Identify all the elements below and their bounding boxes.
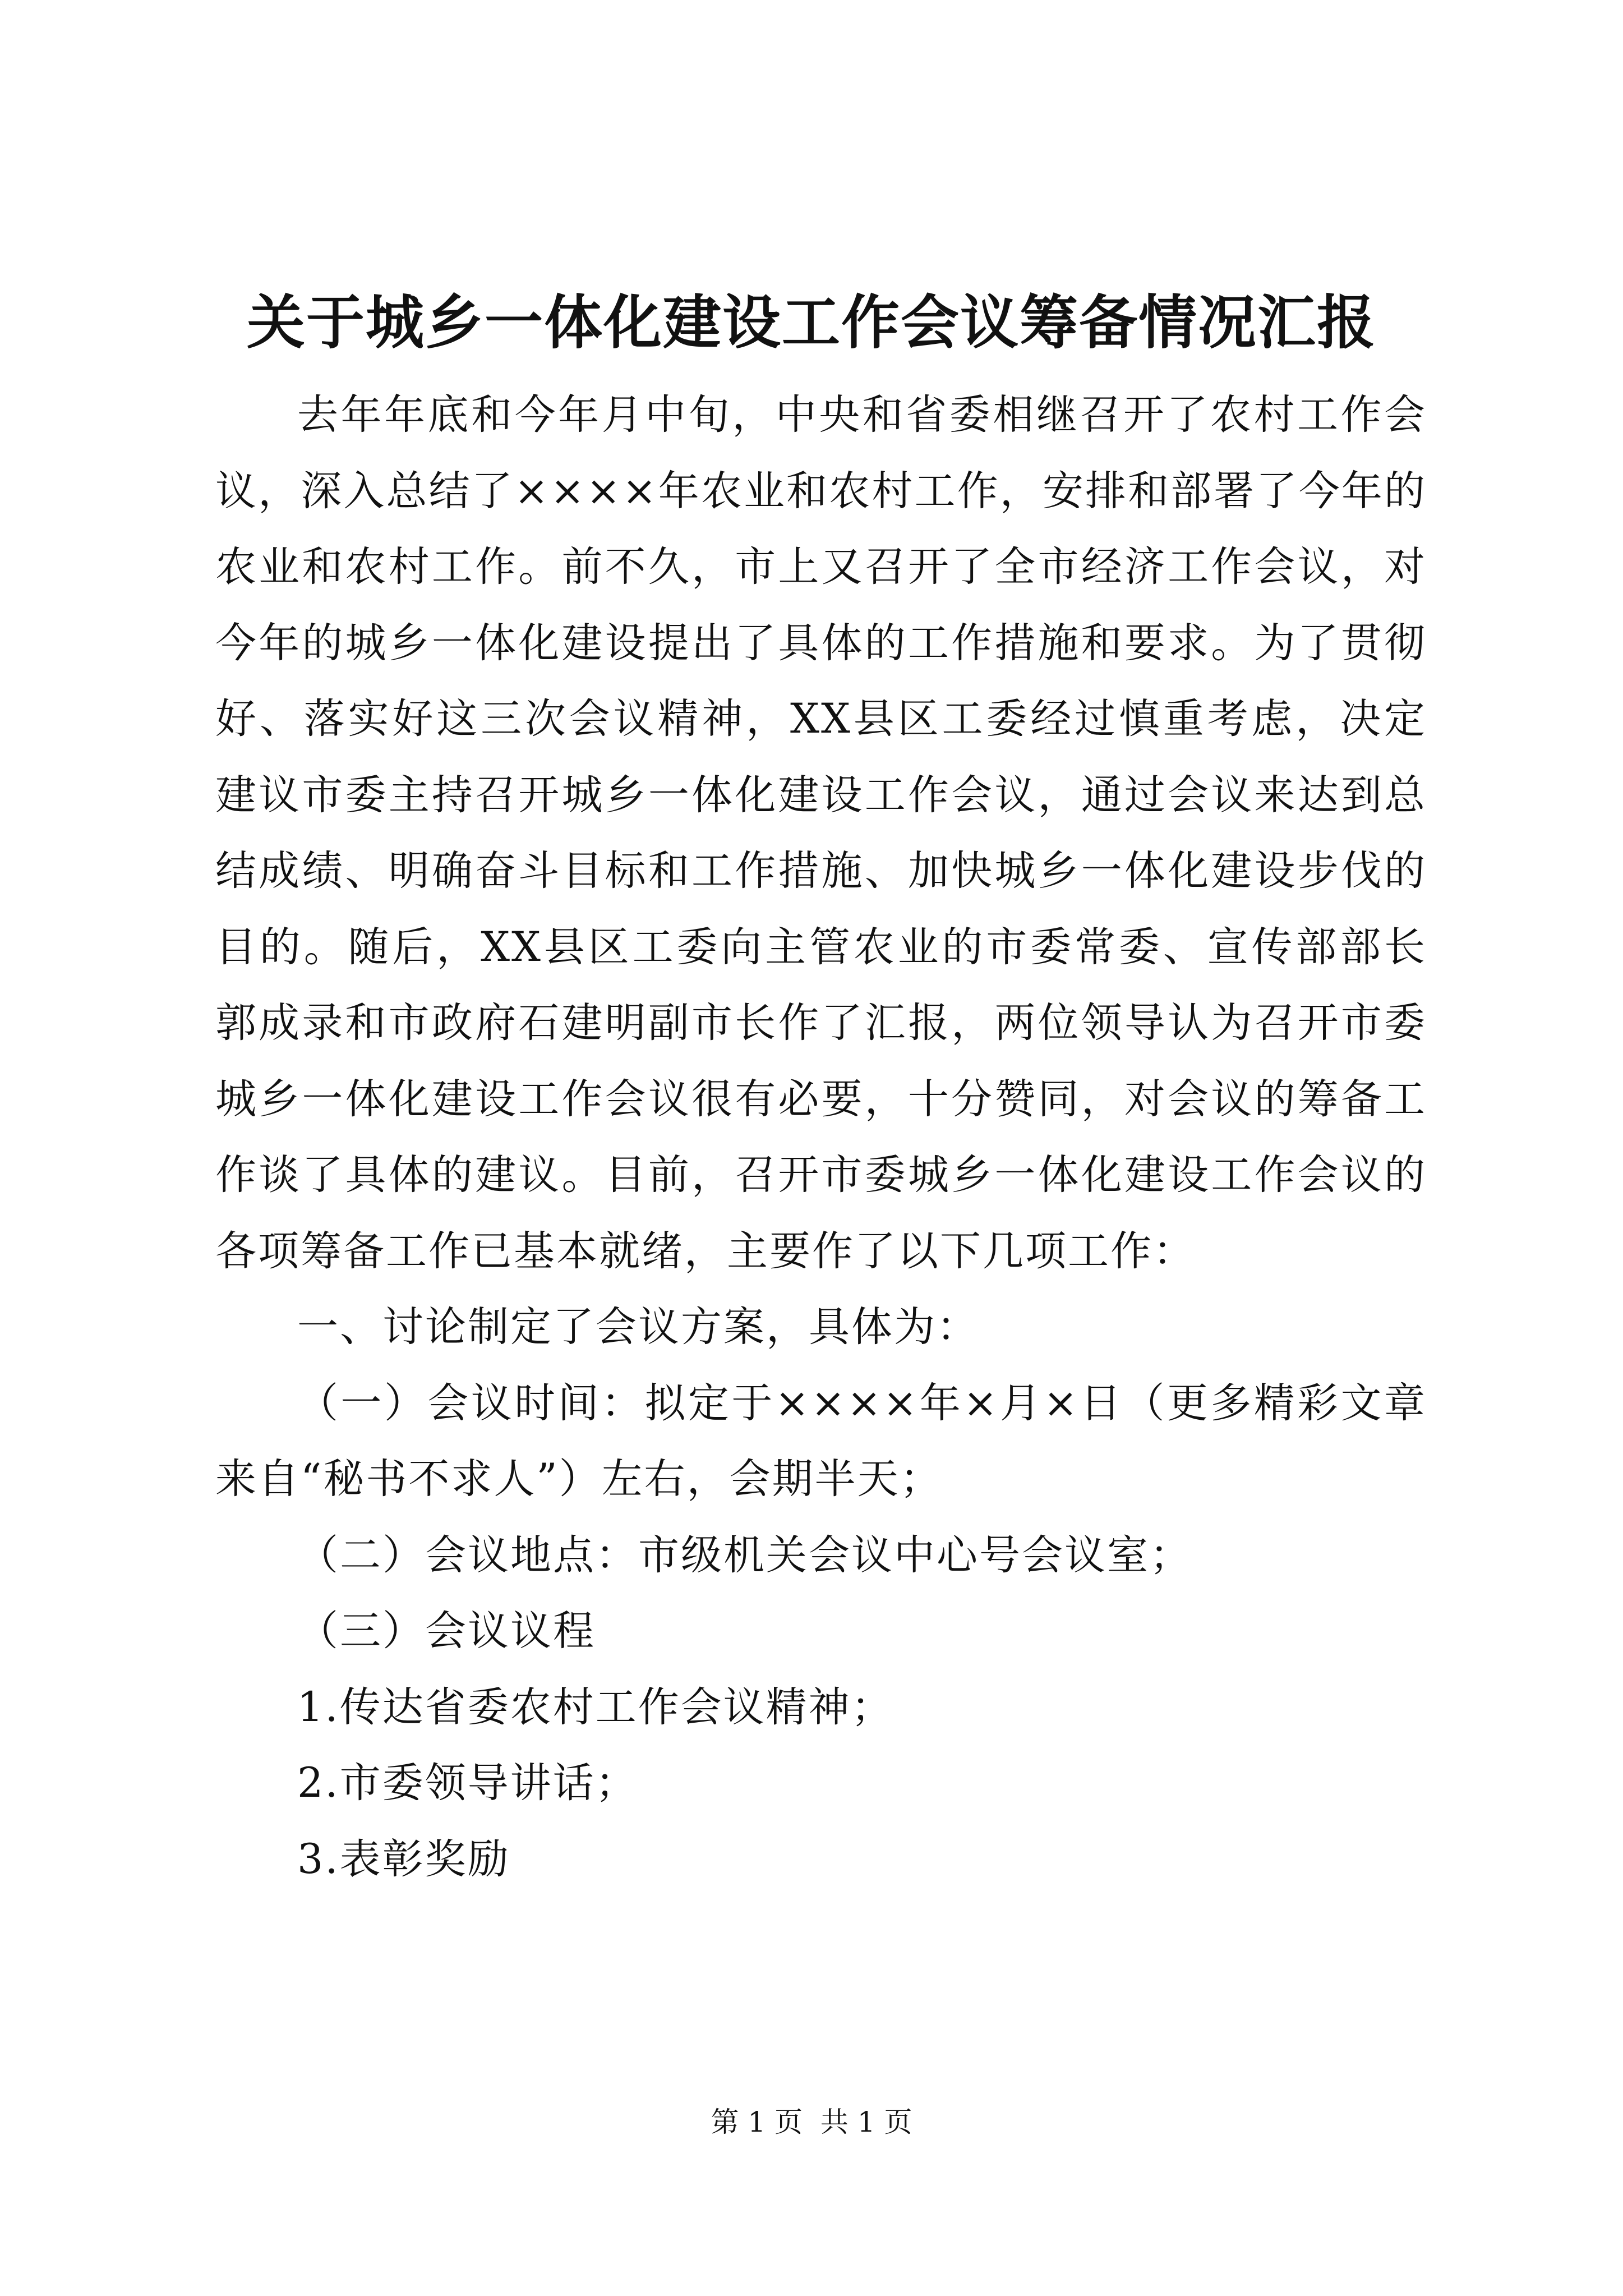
paragraph-meeting-agenda: （三）会议议程: [297, 1607, 596, 1655]
agenda-item-3: 3.表彰奖励: [297, 1835, 510, 1883]
document-title: 关于城乡一体化建设工作会议筹备情况汇报: [246, 288, 1376, 357]
paragraph-section-one: 一、讨论制定了会议方案，具体为：: [297, 1303, 979, 1351]
agenda-item-2: 2.市委领导讲话；: [297, 1759, 638, 1807]
paragraph-intro: 去年年底和今年月中旬，中央和省委相继召开了农村工作会议，深入总结了××××年农业和农村工作，安排和部署了今年的农业和农村工作。前不久，市上又召开了全市经济工作会议，对今年的城乡一体化建设提出了具体的工作措施和要求。为了贯彻好、落实好这三次会议精神，XX县区工委经过慎重考虑，决定建议市委主持召开城乡一体化建设工作会议，通过会议来达到总结成绩、明确奋斗目标和工作措施、加快城乡一体化建设步伐的目的。随后，XX县区工委向主管农业的市委常委、宣传部部长郭成录和市政府石建明副市长作了汇报，两位领导认为召开市委城乡一体化建设工作会议很有必要，十分赞同，对会议的筹备工作谈了具体的建议。目前，召开市委城乡一体化建设工作会议的各项筹备工作已基本就绪，主要作了以下几项工作：: [215, 391, 1427, 1275]
paragraph-meeting-time: （一）会议时间：拟定于××××年×月×日（更多精彩文章来自“秘书不求人”）左右，会期半天；: [215, 1379, 1427, 1503]
document-body: [215, 377, 1427, 1897]
paragraph-meeting-location: （二）会议地点：市级机关会议中心号会议室；: [297, 1531, 1192, 1579]
page-footer: [0, 2102, 1623, 2142]
page-number: 第 1 页 共 1 页: [711, 2106, 912, 2138]
agenda-item-1: 1.传达省委农村工作会议精神；: [297, 1683, 894, 1731]
